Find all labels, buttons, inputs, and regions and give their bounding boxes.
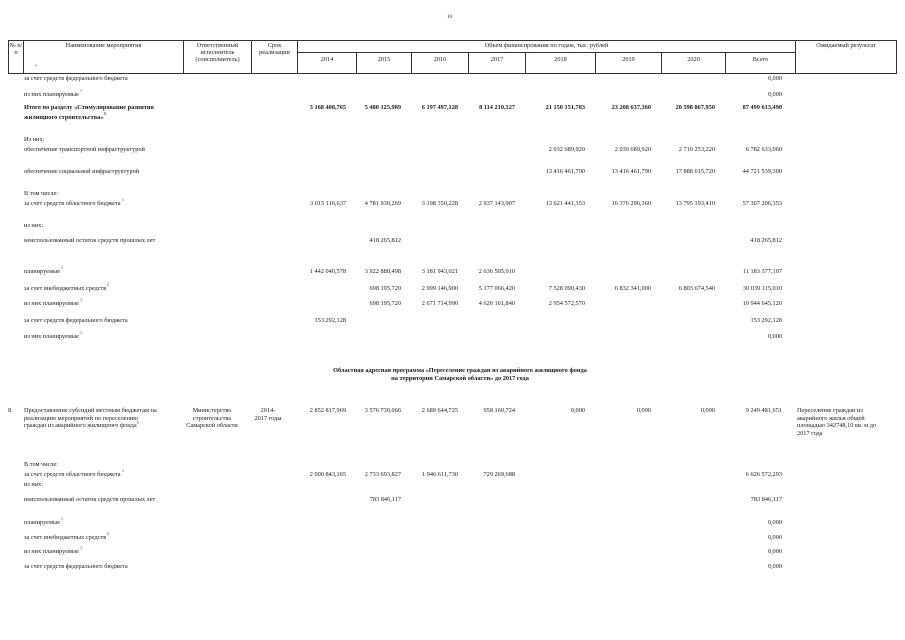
table-row: [0, 75, 905, 87]
row-label: неиспользованный остаток средств прошлых лет: [24, 237, 156, 244]
cell-value: 153 292,128: [314, 317, 346, 324]
row-label: из них:: [24, 481, 44, 488]
cell-value: 0,000: [767, 534, 782, 541]
cell-value: 3 168 408,765: [309, 104, 346, 111]
header-top-border: [8, 40, 897, 41]
row-label: неиспользованный остаток средств прошлых лет: [24, 496, 156, 503]
years-divider: [297, 52, 795, 53]
cell-value: 0,000: [767, 333, 782, 340]
header-no: № п/п: [9, 42, 23, 56]
cell-value: 57 307 206,353: [742, 200, 782, 207]
section-title-line-2: на территории Самарской области» до 2017 года: [391, 375, 529, 382]
row-label: за счет внебюджетных средств: [24, 285, 107, 292]
cell-value: 153 292,128: [750, 317, 782, 324]
header-name: Наименование мероприятия: [65, 42, 142, 49]
row-label: В том числе:: [24, 190, 59, 197]
row-label: из них планируемые: [24, 333, 79, 340]
row-label: из них планируемые: [24, 91, 79, 98]
cell-value: 13 621 441,353: [545, 200, 585, 207]
cell-value: 0,000: [636, 407, 651, 414]
cell-value: 0,000: [767, 91, 782, 98]
row-label: Из них:: [24, 136, 45, 143]
row-label: за счет средств областного бюджета: [24, 200, 121, 207]
item-8-executor-line: Министерство: [192, 407, 232, 414]
table-row: [0, 222, 905, 234]
item-8-name-line: [24, 419, 179, 430]
cell-value: 418 265,812: [369, 237, 401, 244]
table-row: из них планируемые 1 0,000: [24, 545, 782, 555]
cell-value: 6 803 674,540: [678, 285, 715, 292]
cell-value: 3 015 116,637: [310, 200, 346, 207]
section-title-line-1: Областная адресная программа «Переселение граждан из аварийного жилищного фонда: [333, 367, 587, 374]
cell-value: 2 689 644,725: [421, 407, 458, 414]
table-row: из них планируемые 1 698 195,720 2 671 714,990 4 620 161,840 2 954 572,570 10 944 645,120: [24, 297, 782, 307]
table-row: планируемые 1 0,000: [24, 516, 782, 526]
row-label: обеспечение социальной инфраструктурой: [24, 168, 140, 175]
cell-value: 11 183 377,107: [742, 268, 782, 275]
row-label: из них:: [24, 222, 44, 229]
cell-value: 7 528 090,430: [548, 285, 585, 292]
cell-value: 17 888 615,720: [675, 168, 715, 175]
table-row: [0, 481, 905, 493]
item-8-term-line: 2017 годы: [254, 414, 282, 422]
item-8-name-line: Предоставление субсидий местным бюджетам на: [24, 407, 157, 414]
cell-value: 2 733 693,827: [364, 471, 401, 478]
header-bottom-border: [8, 73, 897, 74]
cell-value: 2 636 505,010: [478, 268, 515, 275]
cell-value: 8 114 210,327: [479, 104, 515, 111]
item-8-result-line: аварийного жилья общей: [797, 414, 865, 422]
row-label: Итого по разделу «Стимулирование развития: [24, 104, 154, 111]
cell-value: 3 181 943,021: [421, 268, 458, 275]
cell-value: 4 620 161,840: [478, 300, 515, 307]
cell-value: 2 032 689,920: [548, 146, 585, 153]
row-label: за счет средств областного бюджета: [24, 471, 121, 478]
cell-value: 4 781 930,269: [364, 200, 401, 207]
item-8-name-text: граждан из аварийного жилищного фонда: [24, 422, 137, 429]
year-2016: 2016: [433, 56, 447, 63]
cell-value: 13 416 461,790: [611, 168, 651, 175]
year-2018: 2018: [554, 56, 567, 63]
cell-value: 783 846,117: [750, 496, 782, 503]
row-label: за счет внебюджетных средств: [24, 534, 107, 541]
row-label: планируемые: [24, 268, 60, 275]
table-row: [0, 317, 905, 329]
cell-value: 6 832 341,000: [614, 285, 651, 292]
table-row: за счет внебюджетных средств 2 0,000: [24, 531, 782, 541]
year-2020: 2020: [687, 56, 700, 63]
item-8-name-line: реализацию мероприятий по переселению: [24, 414, 139, 422]
item-8-executor-line: Самарской области: [186, 422, 238, 429]
item-8-term: [246, 407, 290, 422]
cell-value: 418 265,812: [750, 237, 782, 244]
year-2017: 2017: [490, 56, 504, 63]
item-8-result-line: Переселение граждан из: [797, 407, 863, 414]
table-row: за счет внебюджетных средств 2 698 195,720 2 999 146,900 5 177 066,420 7 528 090,430 6 832 341,000 6 803 674,540 30 039 115,010: [24, 282, 782, 292]
row-label: обеспечение транспортной инфраструктурой: [24, 146, 145, 153]
page-number: 10: [447, 15, 452, 20]
cell-value: 958 160,724: [483, 407, 515, 414]
table-header: [8, 40, 897, 73]
item-8-executor-line: строительства: [192, 414, 232, 422]
cell-value: 729 269,688: [483, 471, 515, 478]
cell-value: 44 721 539,300: [742, 168, 782, 175]
item-8-term-line: 2014-: [260, 407, 276, 414]
cell-value: 16 376 296,360: [611, 200, 651, 207]
cell-value: 3 922 888,498: [364, 268, 401, 275]
cell-value: 10 944 645,120: [742, 300, 782, 307]
cell-value: 2 671 714,990: [421, 300, 458, 307]
table-row: [0, 496, 905, 508]
year-total: Всего: [752, 56, 769, 63]
row-label: за счет средств федерального бюджета: [24, 317, 128, 324]
cell-value: 0,000: [767, 519, 782, 526]
cell-value: 6 626 572,293: [745, 471, 782, 478]
table-row: планируемые 1 1 442 040,578 3 922 888,498 3 181 943,021 2 636 505,010 11 183 377,107: [24, 265, 782, 275]
cell-value: 13 795 193,410: [675, 200, 715, 207]
row-label: за счет средств федерального бюджета: [24, 563, 128, 570]
cell-value: 0,000: [700, 407, 715, 414]
cell-value: 698 195,720: [369, 300, 401, 307]
cell-value: 87 499 613,490: [742, 104, 782, 111]
cell-value: 6 782 633,060: [745, 146, 782, 153]
table-row: за счет средств областного бюджета 1 2 000 843,165 2 733 693,827 1 946 611,730 729 269,688 6 626 572,293: [24, 468, 782, 478]
cell-value: 2 937 143,907: [478, 200, 515, 207]
row-label: жилищного строительства»: [24, 114, 104, 121]
table-row: из них планируемые 1 0,000: [24, 330, 782, 340]
item-8-result: [797, 407, 897, 437]
row-label: планируемые: [24, 519, 60, 526]
scan-mark: •: [35, 64, 37, 69]
col-divider: [896, 40, 897, 73]
cell-value: 0,000: [767, 548, 782, 555]
cell-value: 5 480 125,989: [364, 104, 401, 111]
cell-value: 3 198 350,228: [421, 200, 458, 207]
item-8-number: 8.: [8, 407, 13, 414]
header-funding: Объем финансирования по годам, тыс. рублей: [484, 42, 609, 49]
cell-value: 6 197 497,128: [421, 104, 458, 111]
cell-value: 2 954 572,570: [548, 300, 585, 307]
row-label: из них планируемые: [24, 548, 79, 555]
year-2015: 2015: [377, 56, 391, 63]
table-row: из них планируемые 1 0,000: [24, 88, 782, 98]
item-8-name: [24, 407, 179, 430]
cell-value: 13 416 461,790: [545, 168, 585, 175]
item-8-result-line: площадью 342748,10 кв. м до: [797, 422, 877, 429]
cell-value: 2 710 253,220: [678, 146, 715, 153]
item-8-result-line: 2017 года: [797, 429, 823, 437]
cell-value: 2 039 689,920: [614, 146, 651, 153]
cell-value: 0,000: [767, 75, 782, 82]
year-2014: 2014: [320, 56, 334, 63]
cell-value: 30 039 115,010: [742, 285, 782, 292]
cell-value: 5 177 066,420: [478, 285, 515, 292]
cell-value: 9 249 481,651: [745, 407, 782, 414]
row-label: В том числе:: [24, 461, 59, 468]
header-term: Срок реализации: [259, 42, 290, 56]
cell-value: 698 195,720: [369, 285, 401, 292]
cell-value: 20 598 867,950: [675, 104, 715, 111]
cell-value: 21 150 151,783: [545, 104, 585, 111]
table-row: за счет средств областного бюджета 1 3 015 116,637 4 781 930,269 3 198 350,228 2 937 143,907 13 621 441,353 16 376 296,360 13 795 193,410 57 307 206,353: [24, 197, 782, 207]
cell-value: 0,000: [767, 563, 782, 570]
table-row: [0, 146, 905, 158]
table-row: [0, 237, 905, 249]
cell-value: 2 000 843,165: [309, 471, 346, 478]
row-label: за счет средств федерального бюджета: [24, 75, 128, 82]
header-executor: Ответственный исполнитель (соисполнитель): [195, 42, 240, 63]
cell-value: 1 946 611,730: [422, 471, 458, 478]
cell-value: 3 576 730,066: [364, 407, 401, 414]
cell-value: 1 442 040,578: [309, 268, 346, 275]
cell-value: 0,000: [570, 407, 585, 414]
table-row: [0, 168, 905, 180]
year-2019: 2019: [622, 56, 635, 63]
section-title: [250, 367, 670, 383]
cell-value: 23 208 637,360: [611, 104, 651, 111]
table-row: жилищного строительства» 5: [24, 111, 106, 121]
cell-value: 783 846,117: [369, 496, 401, 503]
row-label: из них планируемые: [24, 300, 79, 307]
footnote-mark: 5: [136, 419, 139, 425]
header-result: Ожидаемый результат: [816, 42, 876, 49]
table-row: [0, 563, 905, 575]
cell-value: 2 852 817,969: [309, 407, 346, 414]
cell-value: 2 999 146,900: [421, 285, 458, 292]
item-8-executor: [181, 407, 243, 430]
